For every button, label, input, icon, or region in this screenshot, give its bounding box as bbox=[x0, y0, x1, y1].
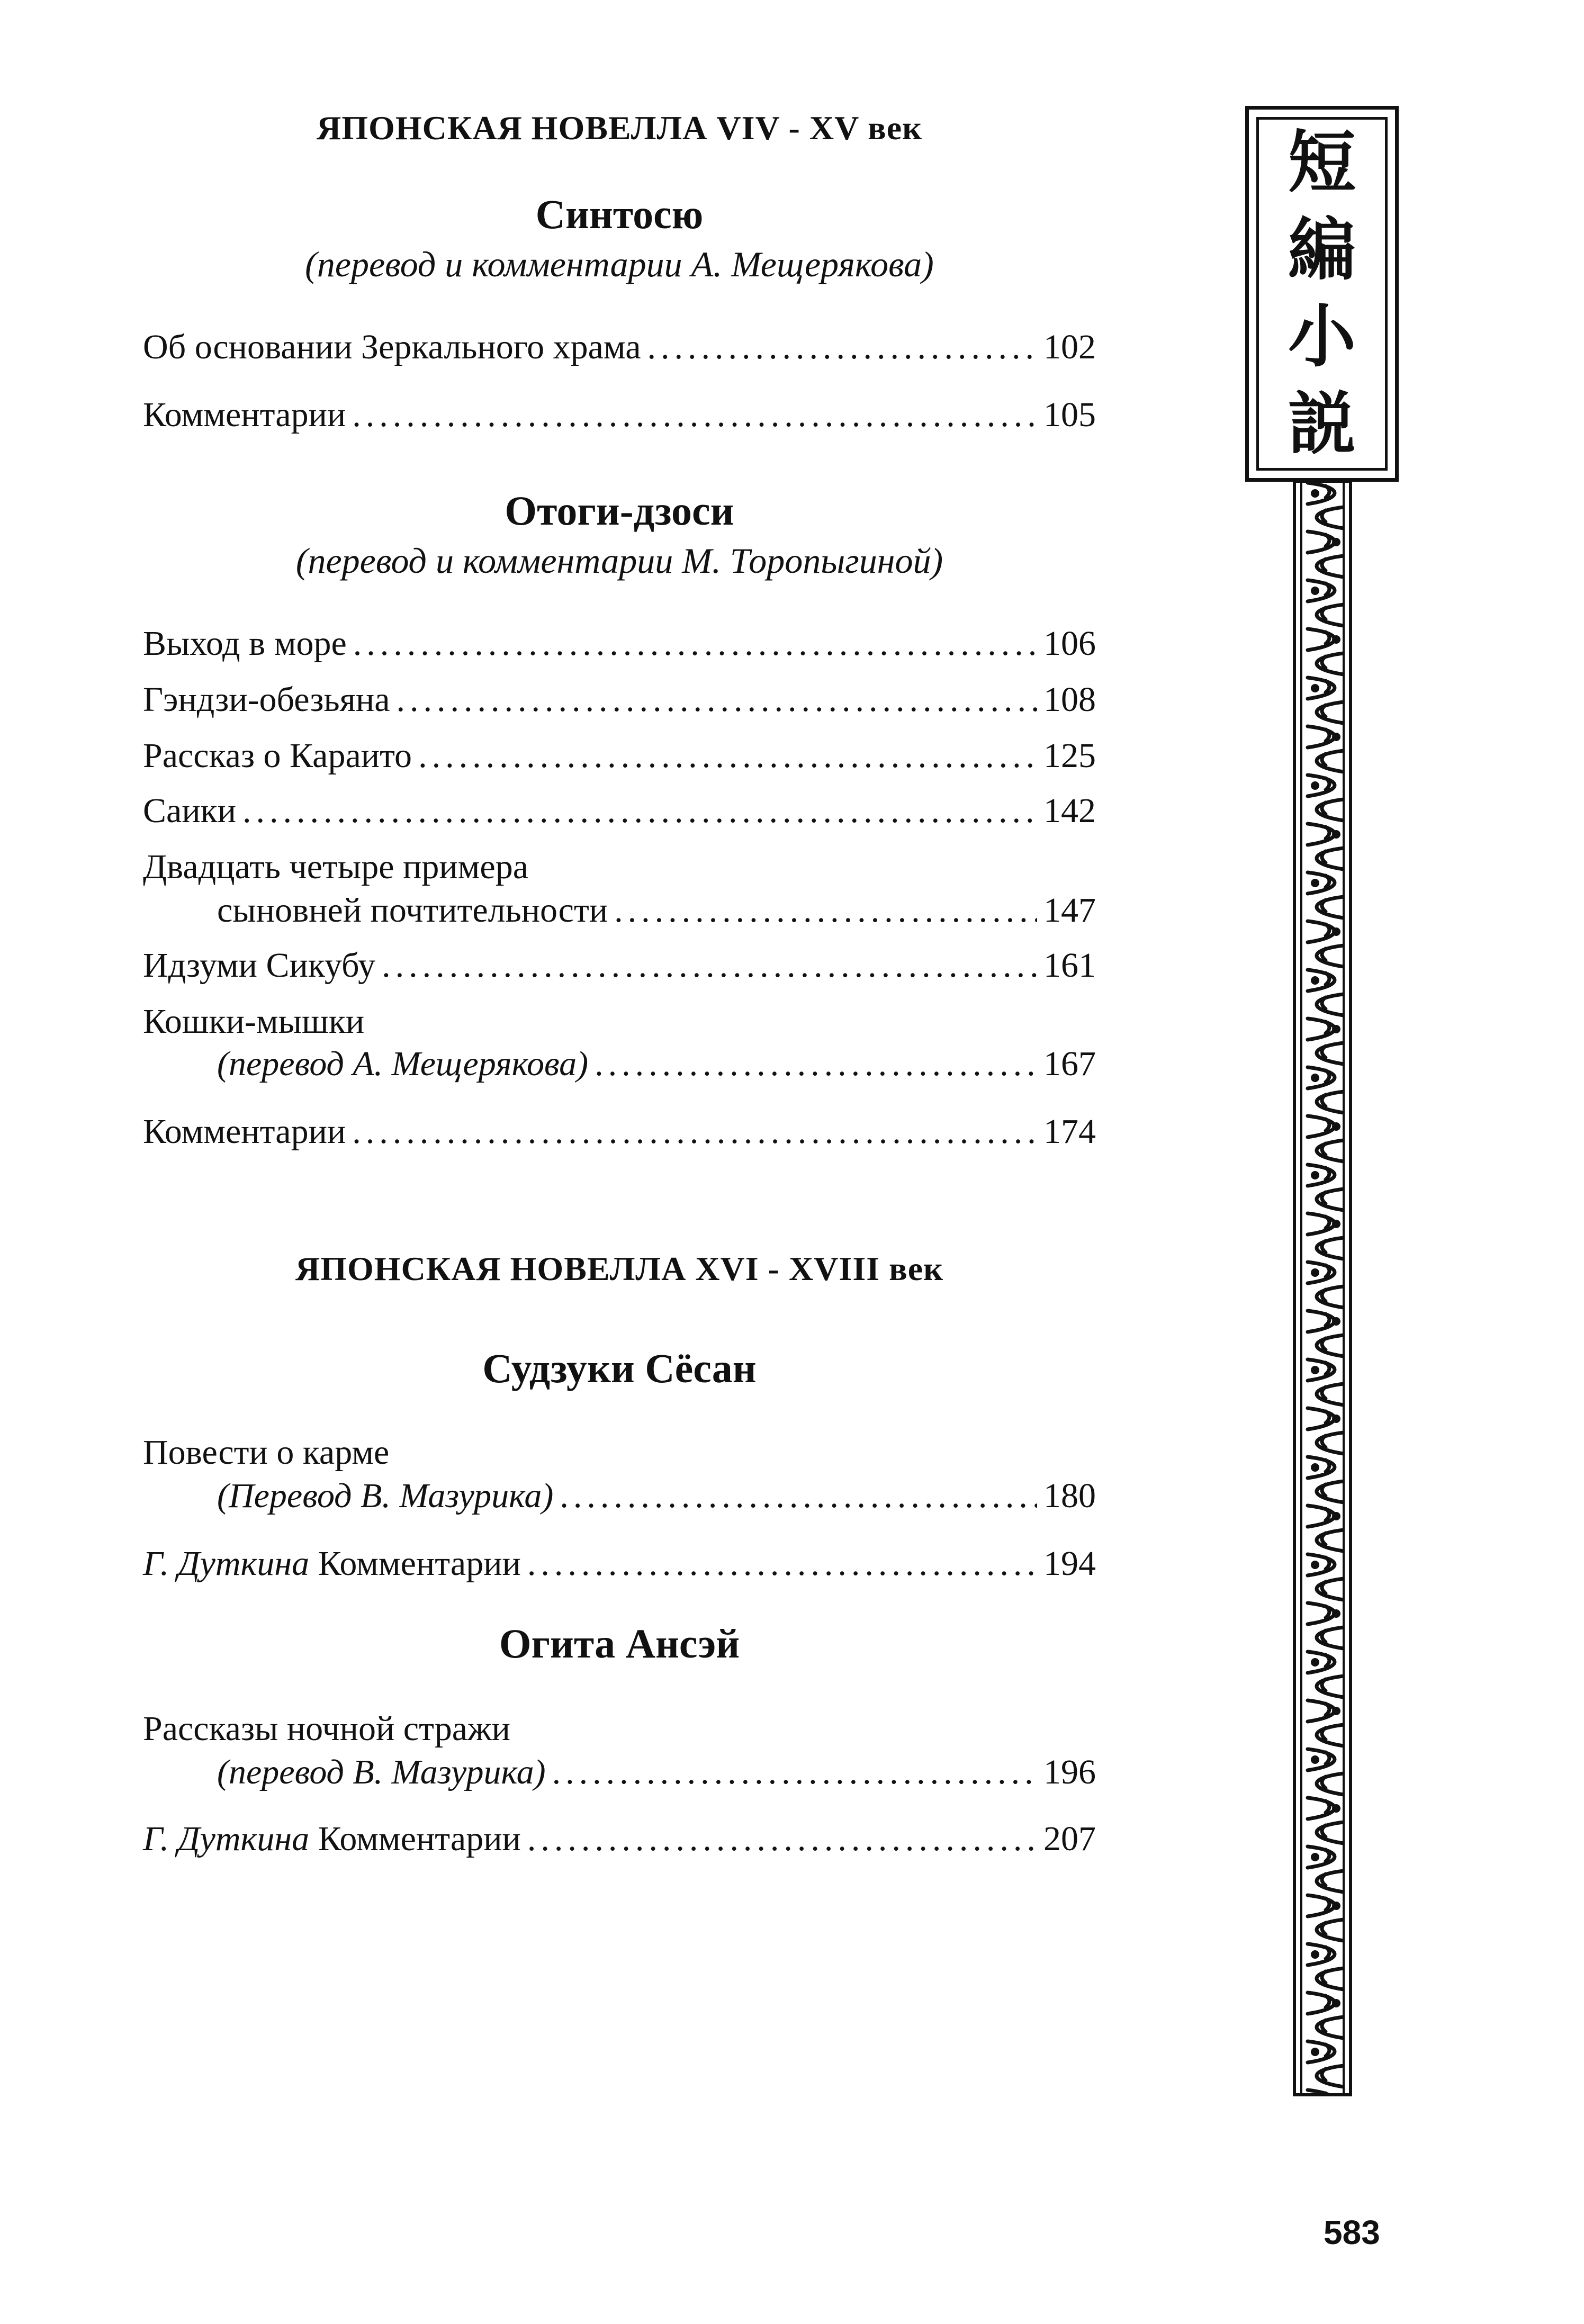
toc-entry-page: 125 bbox=[1043, 736, 1096, 775]
toc-entry[interactable] bbox=[217, 890, 1096, 935]
toc-entry-title: (перевод А. Мещерякова) bbox=[217, 1044, 589, 1083]
toc-entry-title: Выход в море bbox=[143, 624, 347, 663]
toc-entry-page: 106 bbox=[1043, 624, 1096, 663]
toc-entry-title: Комментарии bbox=[143, 395, 346, 434]
toc-entry-title: Комментарии bbox=[318, 1544, 521, 1583]
toc-entry[interactable] bbox=[143, 1819, 1096, 1863]
kanji-char: 小 bbox=[1288, 298, 1356, 377]
toc-entry-title: Гэндзи-обезьяна bbox=[143, 680, 390, 719]
toc-entry-page: 108 bbox=[1043, 680, 1096, 719]
author-heading: Отоги-дзоси bbox=[505, 488, 734, 534]
toc-entry-page: 102 bbox=[1043, 328, 1096, 366]
leader-dots bbox=[352, 1112, 1037, 1152]
leader-dots bbox=[353, 624, 1037, 664]
toc-entry[interactable] bbox=[143, 624, 1096, 668]
toc-entry[interactable] bbox=[143, 736, 1096, 780]
toc-entry[interactable] bbox=[217, 1044, 1096, 1088]
toc-entry[interactable] bbox=[143, 327, 1096, 372]
toc-entry-author: Г. Дуткина bbox=[143, 1544, 310, 1583]
toc-entry[interactable] bbox=[143, 1544, 1096, 1588]
toc-entry-page: 142 bbox=[1043, 791, 1096, 830]
leader-dots bbox=[397, 680, 1037, 720]
toc-entry[interactable] bbox=[143, 395, 1096, 439]
section-heading: ЯПОНСКАЯ НОВЕЛЛА VIV - XV век bbox=[317, 109, 922, 147]
toc-entry-title-line1: Рассказы ночной стражи bbox=[143, 1709, 510, 1748]
toc-entry-title: Саики bbox=[143, 791, 237, 830]
toc-entry[interactable] bbox=[217, 1476, 1096, 1520]
toc-entry-author: Г. Дуткина bbox=[143, 1819, 310, 1858]
toc-entry-page: 180 bbox=[1043, 1476, 1096, 1515]
toc-entry[interactable] bbox=[217, 1752, 1096, 1797]
toc-entry-title-line1: Кошки-мышки bbox=[143, 1002, 365, 1041]
toc-entry-page: 105 bbox=[1043, 395, 1096, 434]
toc-entry[interactable] bbox=[143, 791, 1096, 835]
leader-dots bbox=[382, 945, 1037, 986]
leader-dots bbox=[560, 1476, 1037, 1516]
decorative-banner bbox=[1245, 106, 1405, 2096]
toc-entry-title: Рассказ о Караито bbox=[143, 736, 412, 775]
toc-entry-title: (перевод В. Мазурика) bbox=[217, 1753, 546, 1791]
leader-dots bbox=[527, 1819, 1037, 1859]
translator-note: (перевод и комментарии М. Торопыгиной) bbox=[295, 541, 943, 581]
toc-entry-title: Идзуми Сикубу bbox=[143, 946, 376, 985]
toc-entry-title: сыновней почтительности bbox=[217, 891, 608, 930]
kanji-label bbox=[1245, 106, 1399, 482]
toc-entry-title-line1: Повести о карме bbox=[143, 1433, 390, 1472]
page-number: 583 bbox=[1324, 2213, 1380, 2251]
toc-entry-title: Комментарии bbox=[318, 1819, 521, 1858]
leader-dots bbox=[595, 1044, 1037, 1084]
toc-entry-page: 194 bbox=[1043, 1544, 1096, 1583]
section-heading: ЯПОНСКАЯ НОВЕЛЛА XVI - XVIII век bbox=[295, 1250, 943, 1287]
leader-dots bbox=[552, 1752, 1037, 1792]
kanji-char: 短 bbox=[1288, 123, 1356, 203]
toc-entry-page: 167 bbox=[1043, 1044, 1096, 1083]
leader-dots bbox=[527, 1544, 1037, 1584]
toc-entry-title: Об основании Зеркального храма bbox=[143, 328, 641, 366]
leader-dots bbox=[242, 791, 1037, 831]
toc-entry-page: 196 bbox=[1043, 1753, 1096, 1791]
translator-note: (перевод и комментарии А. Мещерякова) bbox=[305, 244, 934, 284]
kanji-char: 説 bbox=[1288, 384, 1356, 464]
leader-dots bbox=[647, 327, 1037, 367]
author-heading: Судзуки Сёсан bbox=[482, 1345, 757, 1391]
toc-entry-title: Комментарии bbox=[143, 1112, 346, 1151]
leader-dots bbox=[352, 395, 1037, 435]
author-heading: Огита Ансэй bbox=[499, 1620, 740, 1667]
leader-dots bbox=[418, 736, 1037, 776]
toc-entry-title: (Перевод В. Мазурика) bbox=[217, 1476, 554, 1515]
toc-entry-page: 147 bbox=[1043, 891, 1096, 930]
toc-entry-page: 207 bbox=[1043, 1819, 1096, 1858]
ornament-stem bbox=[1293, 480, 1352, 2096]
leader-dots bbox=[614, 890, 1037, 931]
toc-entry-page: 161 bbox=[1043, 946, 1096, 985]
toc-entry[interactable] bbox=[143, 1112, 1096, 1156]
toc-entry[interactable] bbox=[143, 680, 1096, 724]
toc-entry-page: 174 bbox=[1043, 1112, 1096, 1151]
toc-entry[interactable] bbox=[143, 945, 1096, 990]
toc-entry-title-line1: Двадцать четыре примера bbox=[143, 848, 528, 886]
kanji-char: 編 bbox=[1288, 210, 1356, 290]
author-heading: Синтосю bbox=[535, 191, 704, 237]
ornament-pattern bbox=[1302, 483, 1345, 2093]
